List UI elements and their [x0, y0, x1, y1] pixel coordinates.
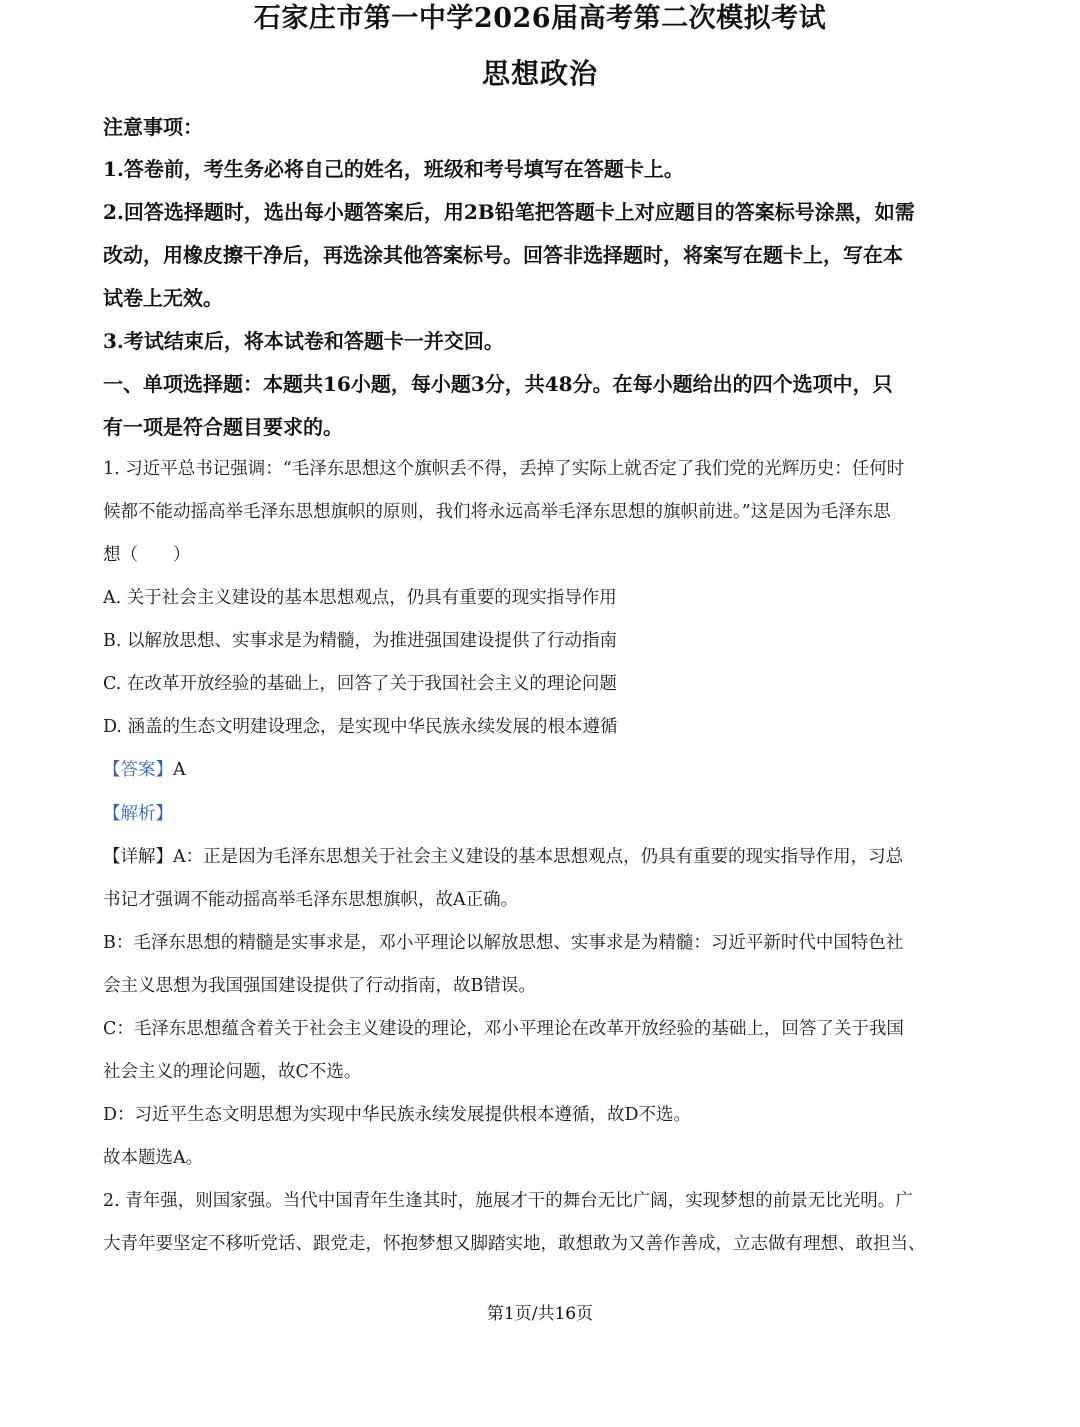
answer-value: A [173, 760, 186, 780]
question-2-stem-line-2: 大青年要坚定不移听党话、跟党走，怀抱梦想又脚踏实地，敢想敢为又善作善成，立志做有理想、敢担当、 [103, 1234, 926, 1254]
question-2-stem-line-1: 2. 青年强，则国家强。当代中国青年生逢其时，施展才干的舞台无比广阔，实现梦想的前景无比光明。广 [103, 1191, 913, 1211]
question-1-stem-line-1: 1. 习近平总书记强调：“毛泽东思想这个旗帜丢不得，丢掉了实际上就否定了我们党的光辉历史：任何时 [103, 459, 905, 479]
section-heading-line-2: 有一项是符合题目要求的。 [103, 415, 343, 439]
question-1-stem-line-3: 想（ ） [103, 545, 191, 565]
notice-heading: 注意事项： [103, 115, 203, 139]
question-1-option-a: A. 关于社会主义建设的基本思想观点，仍具有重要的现实指导作用 [103, 588, 617, 608]
detail-c-line-1: C：毛泽东思想蕴含着关于社会主义建设的理论，邓小平理论在改革开放经验的基础上，回答了关于我国 [103, 1019, 904, 1039]
answer-line [103, 756, 186, 784]
detail-a-line-1 [103, 843, 903, 871]
question-1-option-c: C. 在改革开放经验的基础上，回答了关于我国社会主义的理论问题 [103, 674, 617, 694]
analysis-tag: 【解析】 [103, 804, 173, 824]
question-1-option-b: B. 以解放思想、实事求是为精髓，为推进强国建设提供了行动指南 [103, 631, 617, 651]
answer-tag: 【答案】 [103, 760, 173, 780]
detail-tag: 【详解】 [103, 847, 173, 867]
notice-item-1: 1.答卷前，考生务必将自己的姓名，班级和考号填写在答题卡上。 [103, 157, 684, 181]
exam-title: 石家庄市第一中学2026届高考第二次模拟考试 [253, 3, 827, 34]
question-1-option-d: D. 涵盖的生态文明建设理念，是实现中华民族永续发展的根本遵循 [103, 717, 618, 737]
analysis-line [103, 800, 173, 828]
conclusion-line: 故本题选A。 [103, 1148, 204, 1168]
detail-b-line-2: 会主义思想为我国强国建设提供了行动指南，故B错误。 [103, 976, 536, 996]
detail-d-line: D：习近平生态文明思想为实现中华民族永续发展提供根本遵循，故D不选。 [103, 1105, 692, 1125]
notice-item-2-line-3: 试卷上无效。 [103, 286, 223, 310]
section-heading-line-1: 一、单项选择题：本题共16小题，每小题3分，共48分。在每小题给出的四个选项中，只 [103, 372, 893, 396]
detail-a-line-2: 书记才强调不能动摇高举毛泽东思想旗帜，故A正确。 [103, 890, 519, 910]
detail-a-text: A：正是因为毛泽东思想关于社会主义建设的基本思想观点，仍具有重要的现实指导作用，习总 [173, 847, 904, 867]
notice-item-2-line-2: 改动，用橡皮擦干净后，再选涂其他答案标号。回答非选择题时，将案写在题卡上，写在本 [103, 243, 903, 267]
detail-b-line-1: B：毛泽东思想的精髓是实事求是，邓小平理论以解放思想、实事求是为精髓：习近平新时代中国特色社 [103, 933, 904, 953]
notice-item-3: 3.考试结束后，将本试卷和答题卡一并交回。 [103, 329, 504, 353]
page-number: 第1页/共16页 [486, 1304, 594, 1324]
detail-c-line-2: 社会主义的理论问题，故C不选。 [103, 1062, 362, 1082]
subject-title: 思想政治 [481, 57, 598, 90]
question-1-stem-line-2: 候都不能动摇高举毛泽东思想旗帜的原则，我们将永远高举毛泽东思想的旗帜前进。”这是因为毛泽东思 [103, 502, 891, 522]
notice-item-2-line-1: 2.回答选择题时，选出每小题答案后，用2B铅笔把答题卡上对应题目的答案标号涂黑，如需 [103, 200, 915, 224]
